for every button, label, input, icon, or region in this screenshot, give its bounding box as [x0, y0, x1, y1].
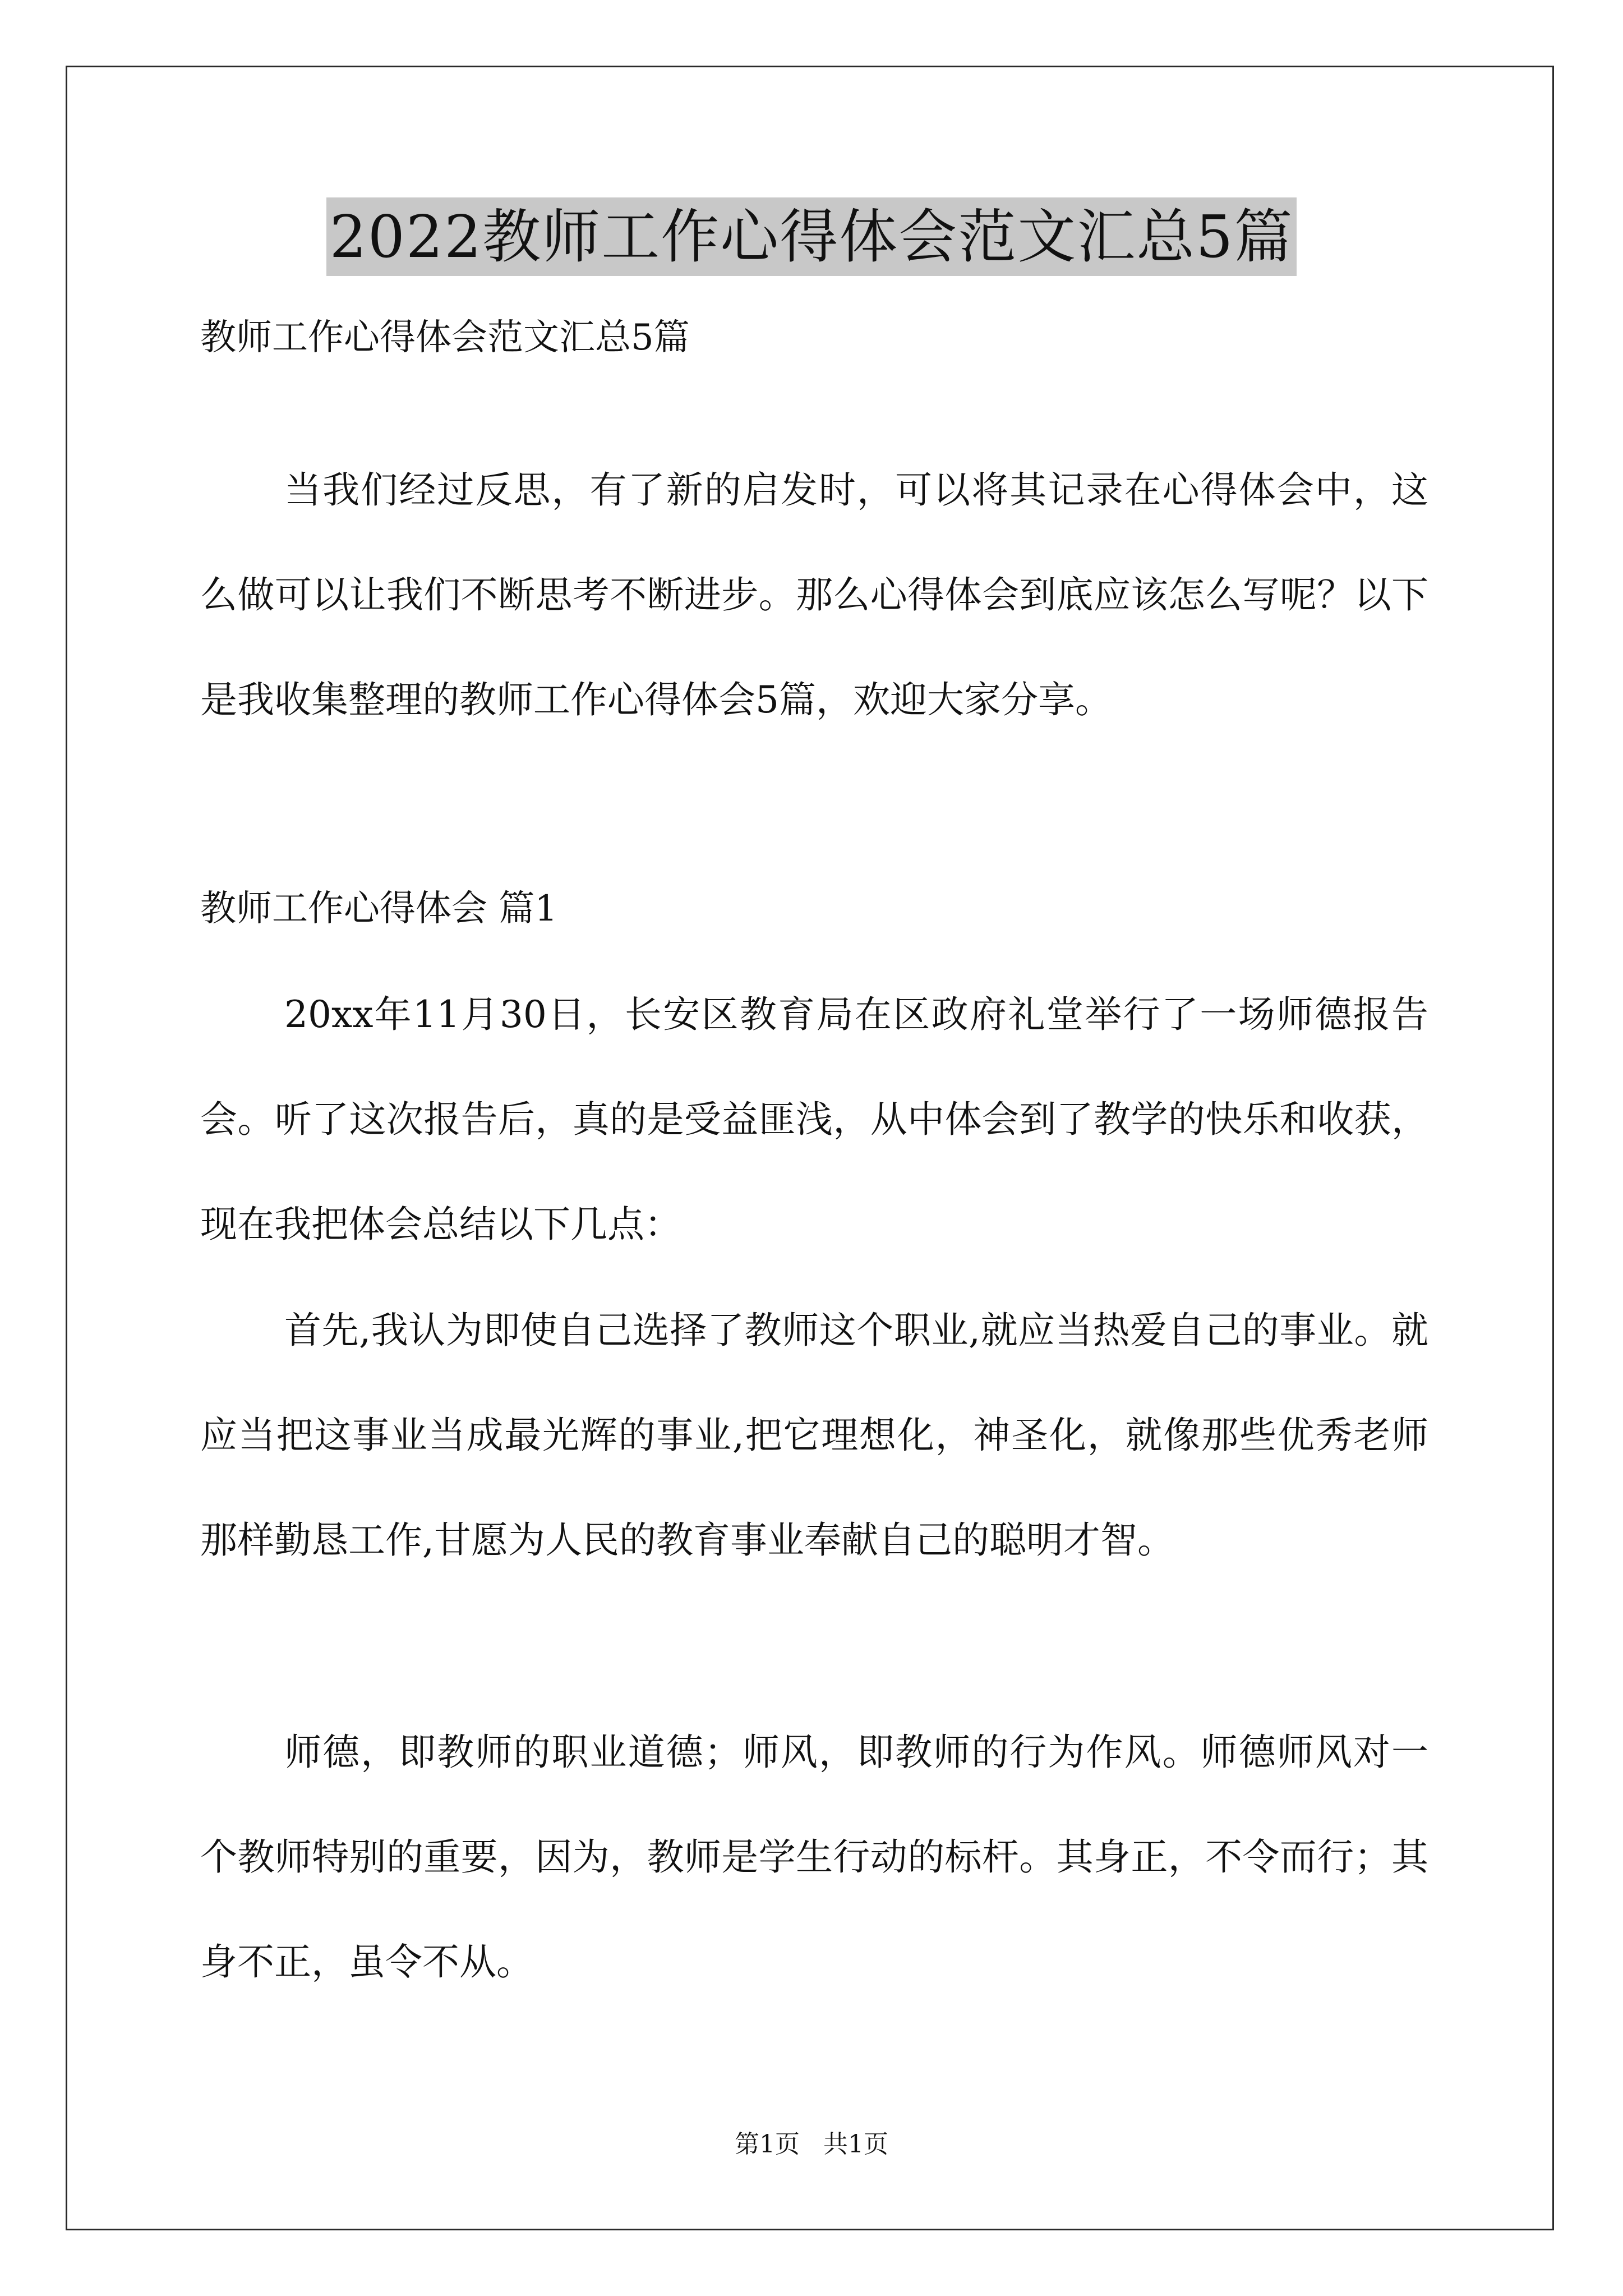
section-heading: 教师工作心得体会 篇1: [200, 888, 558, 930]
body-paragraph-1: 20xx年11月30日，长安区教育局在区政府礼堂举行了一场师德报告会。听了这次报告后，真的是受益匪浅，从中体会到了教学的快乐和收获，现在我把体会总结以下几点：: [200, 993, 1428, 1246]
page-footer: 第1页 共1页: [735, 2130, 888, 2159]
title-container: [0, 197, 1623, 276]
body-paragraph-3: 师德，即教师的职业道德；师风，即教师的行为作风。师德师风对一个教师特别的重要，因为，教师是学生行动的标杆。其身正，不令而行；其身不正，虽令不从。: [200, 1731, 1428, 1984]
body-paragraph-2: 首先,我认为即使自己选择了教师这个职业,就应当热爱自己的事业。就应当把这事业当成最光辉的事业,把它理想化，神圣化，就像那些优秀老师那样勤恳工作,甘愿为人民的教育事业奉献自己的聪明才智。: [200, 1309, 1428, 1562]
intro-paragraph: 当我们经过反思，有了新的启发时，可以将其记录在心得体会中，这么做可以让我们不断思考不断进步。那么心得体会到底应该怎么写呢？以下是我收集整理的教师工作心得体会5篇，欢迎大家分享。: [200, 468, 1428, 721]
document-title: 2022教师工作心得体会范文汇总5篇: [326, 197, 1297, 276]
document-subtitle: 教师工作心得体会范文汇总5篇: [200, 317, 690, 358]
